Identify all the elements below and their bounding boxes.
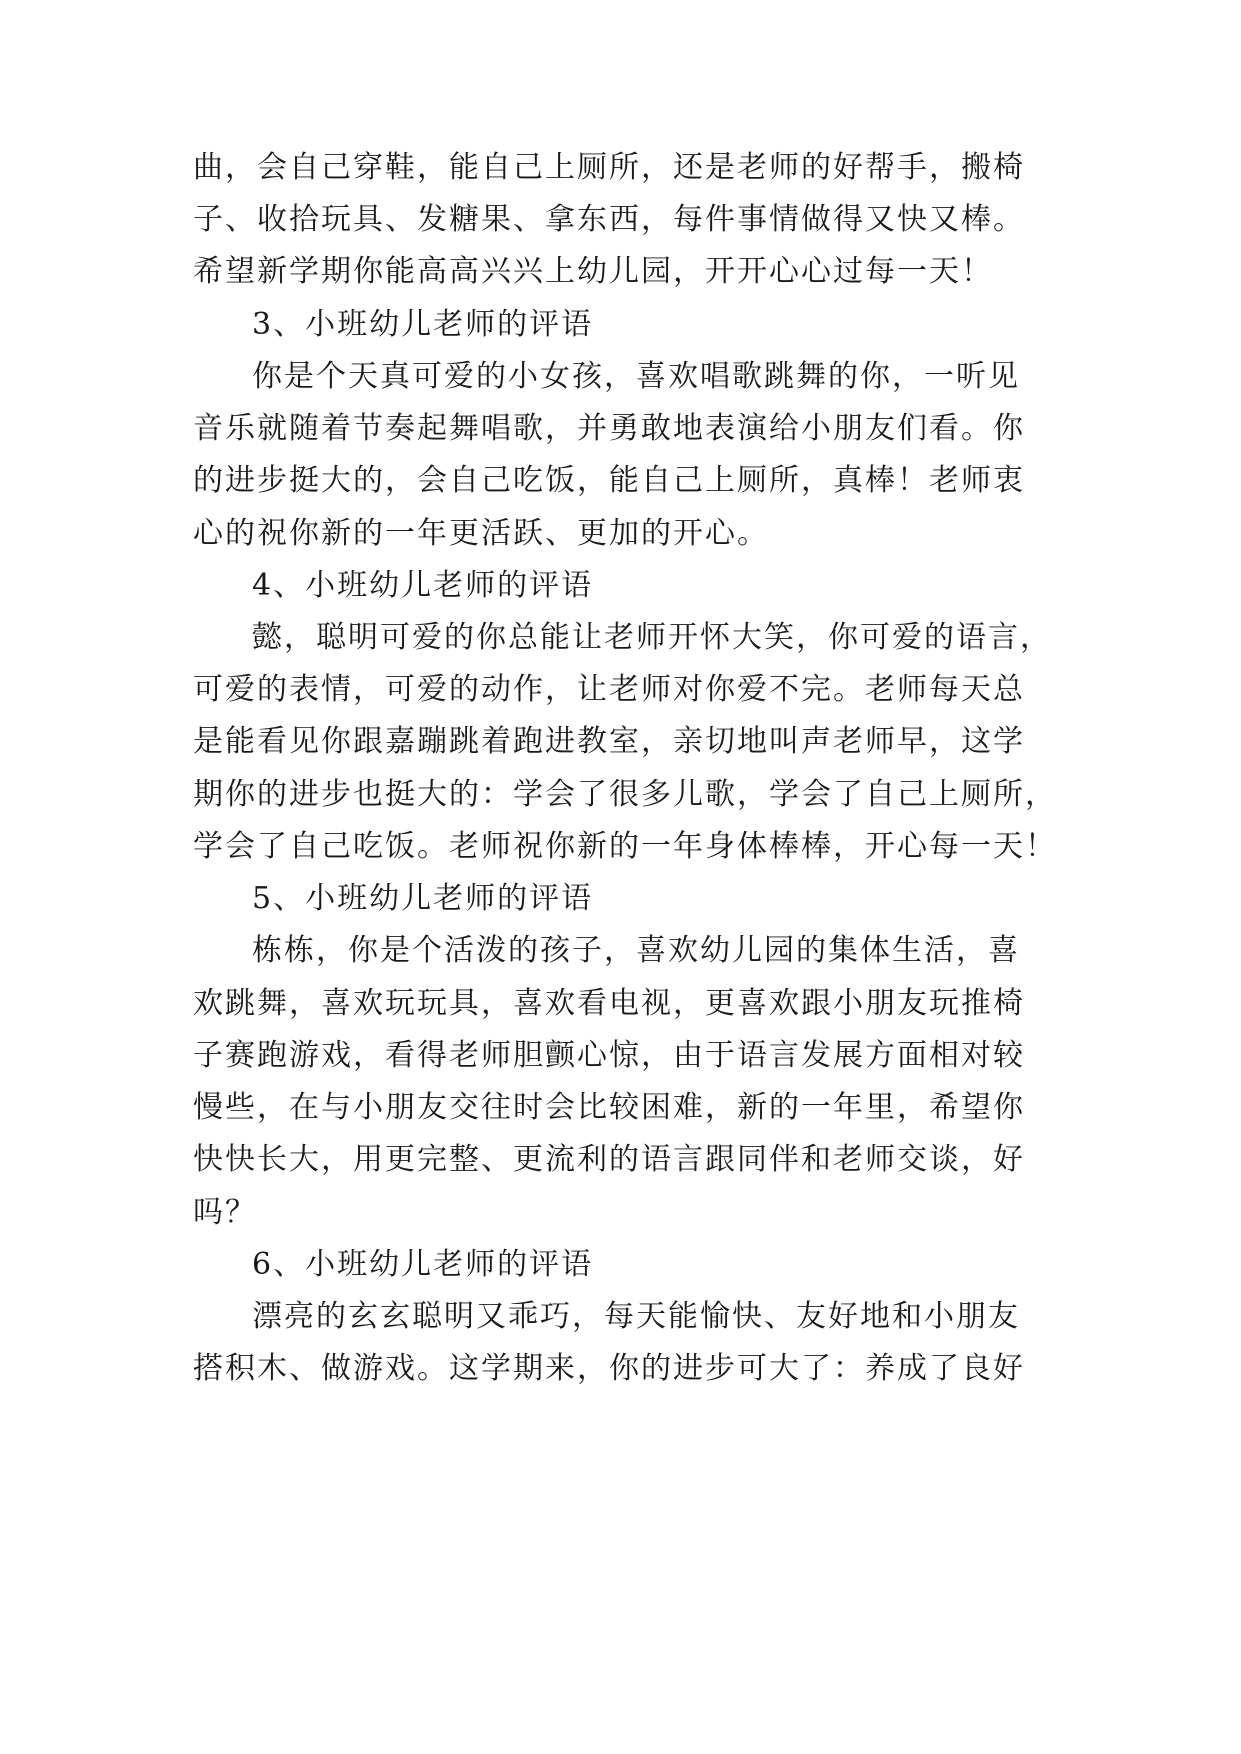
text-line: 快快长大，用更完整、更流利的语言跟同伴和老师交谈，好 (193, 1142, 1025, 1177)
text-line: 子、收拾玩具、发糖果、拿东西，每件事情做得又快又棒。 (193, 202, 1025, 237)
text-line: 期你的进步也挺大的：学会了很多儿歌，学会了自己上厕所， (193, 777, 1057, 812)
text-line: 希望新学期你能高高兴兴上幼儿园，开开心心过每一天！ (193, 254, 993, 289)
text-line: 栋栋，你是个活泼的孩子，喜欢幼儿园的集体生活，喜 (252, 933, 1020, 968)
text-line: 欢跳舞，喜欢玩玩具，喜欢看电视，更喜欢跟小朋友玩推椅 (193, 986, 1025, 1021)
text-line: 漂亮的玄玄聪明又乖巧，每天能愉快、友好地和小朋友 (252, 1299, 1020, 1334)
section-heading: 5、小班幼儿老师的评语 (252, 881, 594, 916)
text-line: 慢些，在与小朋友交往时会比较困难，新的一年里，希望你 (193, 1090, 1025, 1125)
text-line: 的进步挺大的，会自己吃饭，能自己上厕所，真棒！老师衷 (193, 463, 1025, 498)
section-heading: 6、小班幼儿老师的评语 (252, 1247, 594, 1282)
text-line: 懿，聪明可爱的你总能让老师开怀大笑，你可爱的语言， (252, 620, 1052, 655)
text-line: 曲，会自己穿鞋，能自己上厕所，还是老师的好帮手，搬椅 (193, 150, 1025, 185)
text-line: 学会了自己吃饭。老师祝你新的一年身体棒棒，开心每一天！ (193, 829, 1057, 864)
text-line: 心的祝你新的一年更活跃、更加的开心。 (193, 516, 769, 551)
text-line: 是能看见你跟嘉蹦跳着跑进教室，亲切地叫声老师早，这学 (193, 724, 1025, 759)
section-heading: 4、小班幼儿老师的评语 (252, 568, 594, 603)
text-line: 音乐就随着节奏起舞唱歌，并勇敢地表演给小朋友们看。你 (193, 411, 1025, 446)
text-line: 吗？ (193, 1195, 257, 1230)
section-heading: 3、小班幼儿老师的评语 (252, 307, 594, 342)
text-line: 可爱的表情，可爱的动作，让老师对你爱不完。老师每天总 (193, 672, 1025, 707)
text-line: 你是个天真可爱的小女孩，喜欢唱歌跳舞的你，一听见 (252, 359, 1020, 394)
text-line: 搭积木、做游戏。这学期来，你的进步可大了：养成了良好 (193, 1351, 1025, 1386)
text-line: 子赛跑游戏，看得老师胆颤心惊，由于语言发展方面相对较 (193, 1038, 1025, 1073)
